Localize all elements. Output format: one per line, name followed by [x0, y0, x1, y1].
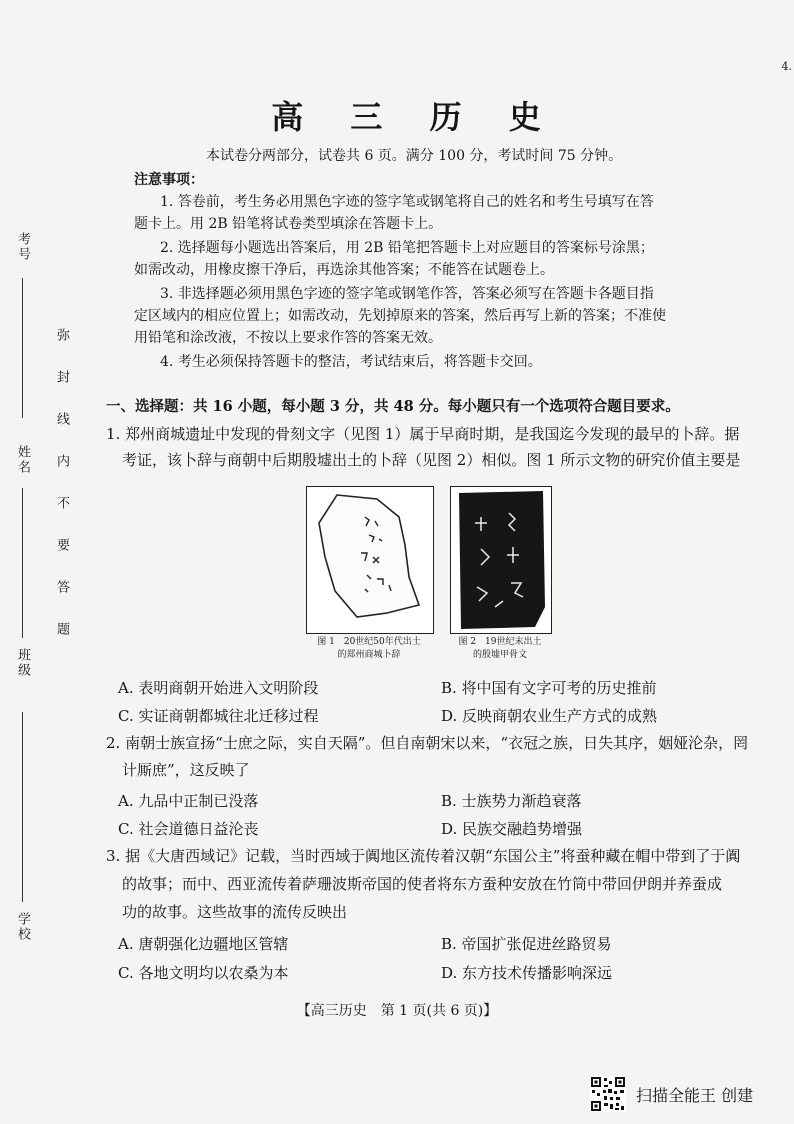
notice-line: 定区域内的相应位置上；如需改动，先划掉原来的答案，然后再写上新的答案；不准使: [134, 308, 666, 324]
scanner-watermark: [590, 1075, 753, 1113]
notice-heading: 注意事项：: [134, 172, 204, 188]
question-text: 功的故事。这些故事的流传反映出: [122, 903, 348, 921]
figure-caption-line: 的郑州商城卜辞: [337, 650, 401, 660]
option-d: D. 民族交融趋势增强: [441, 820, 583, 838]
notice-line: 1. 答卷前，考生务必用黑色字迹的签字笔或钢笔将自己的姓名和考生号填写在答: [160, 194, 654, 210]
option-b: B. 将中国有文字可考的历史推前: [441, 679, 657, 697]
figure-2-caption: [440, 636, 560, 662]
notice-line: 2. 选择题每小题选出答案后，用 2B 铅笔把答题卡上对应题目的答案标号涂黑；: [160, 240, 654, 256]
class-line: [22, 712, 23, 902]
oracle-bone-sketch: [307, 487, 433, 633]
figure-caption-line: 的殷墟甲骨文: [472, 650, 527, 660]
option-c: C. 实证商朝都城往北迁移过程: [118, 707, 319, 725]
question-text: 计厮庶”，这反映了: [122, 761, 250, 779]
notice-line: 4. 考生必须保持答题卡的整洁，考试结束后，将答题卡交回。: [160, 354, 542, 370]
option-d: D. 反映商朝农业生产方式的成熟: [441, 707, 658, 725]
option-a: A. 唐朝强化边疆地区管辖: [118, 935, 289, 953]
question-text: 的故事；而中、西亚流传着萨珊波斯帝国的使者将东方蚕种安放在竹筒中带回伊朗并养蚕成: [122, 875, 723, 893]
question-text: 2. 南朝士族宣扬“士庶之际，实自天隔”。但自南朝宋以来，“衣冠之族，日失其序，姻娅沦杂，罔: [106, 734, 749, 752]
seal-line-text: 弥 封 线 内 不 要 答 题: [54, 328, 69, 643]
school-label: 学校: [15, 912, 30, 942]
page-title: 高 三 历 史: [271, 98, 559, 136]
figure-1-image: [306, 486, 434, 634]
figure-caption-line: 图 1 20世纪50年代出土: [317, 637, 421, 647]
option-c: C. 各地文明均以农桑为本: [118, 964, 289, 982]
option-d: D. 东方技术传播影响深远: [441, 964, 613, 982]
option-c: C. 社会道德日益沦丧: [118, 820, 259, 838]
class-label: 班级: [15, 648, 30, 678]
figure-caption-line: 图 2 19世纪末出土: [458, 637, 542, 647]
scanner-label: 扫描全能王 创建: [636, 1085, 754, 1105]
question-text: 1. 郑州商城遗址中发现的骨刻文字（见图 1）属于早商时期，是我国迄今发现的最早的卜辞。据: [106, 425, 740, 443]
name-line: [22, 488, 23, 638]
notice-line: 3. 非选择题必须用黑色字迹的签字笔或钢笔作答，答案必须写在答题卡各题目指: [160, 286, 654, 302]
section-heading: 一、选择题：共 16 小题，每小题 3 分，共 48 分。每小题只有一个选项符合题目要求。: [106, 398, 680, 415]
notice-line: 用铅笔和涂改液，不按以上要求作答的答案无效。: [134, 330, 442, 346]
exam-intro: 本试卷分两部分，试卷共 6 页。满分 100 分，考试时间 75 分钟。: [206, 148, 623, 164]
figure-2-image: [450, 486, 552, 634]
exam-number-label: 考号: [15, 232, 30, 262]
option-b: B. 帝国扩张促进丝路贸易: [441, 935, 612, 953]
figure-1-caption: [302, 636, 436, 662]
corner-mark: 4.: [781, 60, 792, 73]
option-a: A. 九品中正制已没落: [118, 792, 259, 810]
notice-line: 题卡上。用 2B 铅笔将试卷类型填涂在答题卡上。: [134, 216, 443, 232]
name-label: 姓名: [15, 445, 30, 475]
qr-code-icon: [590, 1076, 626, 1112]
question-text: 3. 据《大唐西域记》记载，当时西域于阗地区流传着汉朝“东国公主”将蚕种藏在帽中带到了于阗: [106, 847, 741, 865]
option-b: B. 士族势力渐趋衰落: [441, 792, 582, 810]
option-a: A. 表明商朝开始进入文明阶段: [118, 679, 319, 697]
question-text: 考证，该卜辞与商朝中后期殷墟出土的卜辞（见图 2）相似。图 1 所示文物的研究价值主要是: [122, 451, 741, 469]
exam-number-line: [22, 278, 23, 418]
page-footer: 【高三历史 第 1 页(共 6 页)】: [296, 1003, 498, 1019]
oracle-bone-rubbing: [451, 487, 551, 633]
notice-line: 如需改动，用橡皮擦干净后，再选涂其他答案；不能答在试题卷上。: [134, 262, 554, 278]
